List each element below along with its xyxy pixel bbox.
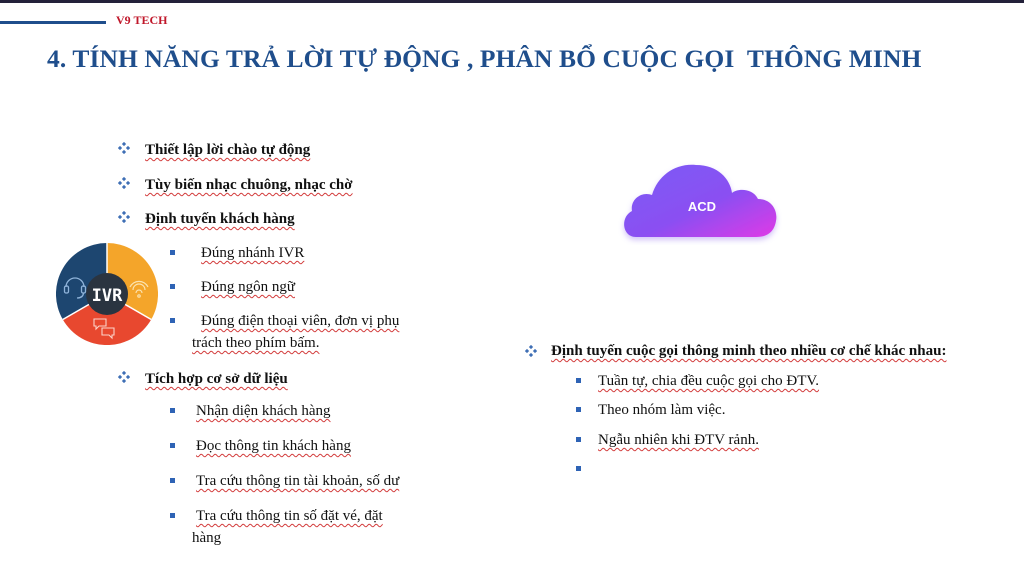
diamond-bullet-icon xyxy=(118,142,130,154)
diamond-bullet-icon xyxy=(118,177,130,189)
list-item: Tích hợp cơ sở dữ liệu xyxy=(145,371,288,387)
brand-label: V9 TECH xyxy=(116,13,168,27)
list-item: Đọc thông tin khách hàng xyxy=(196,438,351,454)
routing-heading: Định tuyến cuộc gọi thông minh theo nhiều cơ chế khác nhau: xyxy=(551,343,947,359)
square-bullet-icon xyxy=(170,284,175,289)
list-item: Tra cứu thông tin số đặt vé, đặt xyxy=(196,508,383,524)
square-bullet-icon xyxy=(170,408,175,413)
brand-line xyxy=(0,21,106,24)
square-bullet-icon xyxy=(170,478,175,483)
top-border xyxy=(0,0,1024,3)
list-item: Tuần tự, chia đều cuộc gọi cho ĐTV. xyxy=(598,373,820,389)
square-bullet-icon xyxy=(576,437,581,442)
page-title: 4. TÍNH NĂNG TRẢ LỜI TỰ ĐỘNG , PHÂN BỔ CUỘC GỌI THÔNG MINH xyxy=(47,44,922,73)
square-bullet-icon xyxy=(576,466,581,471)
diamond-bullet-icon xyxy=(118,211,130,223)
list-item-continuation: trách theo phím bấm. xyxy=(192,335,320,351)
list-item: Đúng nhánh IVR xyxy=(201,245,305,261)
diamond-bullet-icon xyxy=(525,345,537,357)
acd-cloud-graphic xyxy=(616,153,782,245)
square-bullet-icon xyxy=(170,513,175,518)
ivr-label: IVR xyxy=(91,286,123,306)
list-item: Ngẫu nhiên khi ĐTV rảnh. xyxy=(598,432,759,448)
list-item: Tra cứu thông tin tài khoản, số dư xyxy=(196,473,400,489)
diamond-bullet-icon xyxy=(118,371,130,383)
list-item: Thiết lập lời chào tự động xyxy=(145,142,311,158)
list-item: Theo nhóm làm việc. xyxy=(598,402,726,418)
square-bullet-icon xyxy=(576,407,581,412)
list-item-continuation: hàng xyxy=(192,530,222,546)
list-item: Đúng điện thoại viên, đơn vị phụ xyxy=(201,313,400,329)
list-item: Nhận diện khách hàng xyxy=(196,403,331,419)
square-bullet-icon xyxy=(170,443,175,448)
square-bullet-icon xyxy=(170,250,175,255)
square-bullet-icon xyxy=(576,378,581,383)
list-item: Tùy biến nhạc chuông, nhạc chờ xyxy=(145,177,353,193)
list-item: Định tuyến khách hàng xyxy=(145,211,295,227)
ivr-graphic xyxy=(56,243,158,345)
square-bullet-icon xyxy=(170,318,175,323)
acd-label: ACD xyxy=(687,199,717,214)
list-item: Đúng ngôn ngữ xyxy=(201,279,295,295)
